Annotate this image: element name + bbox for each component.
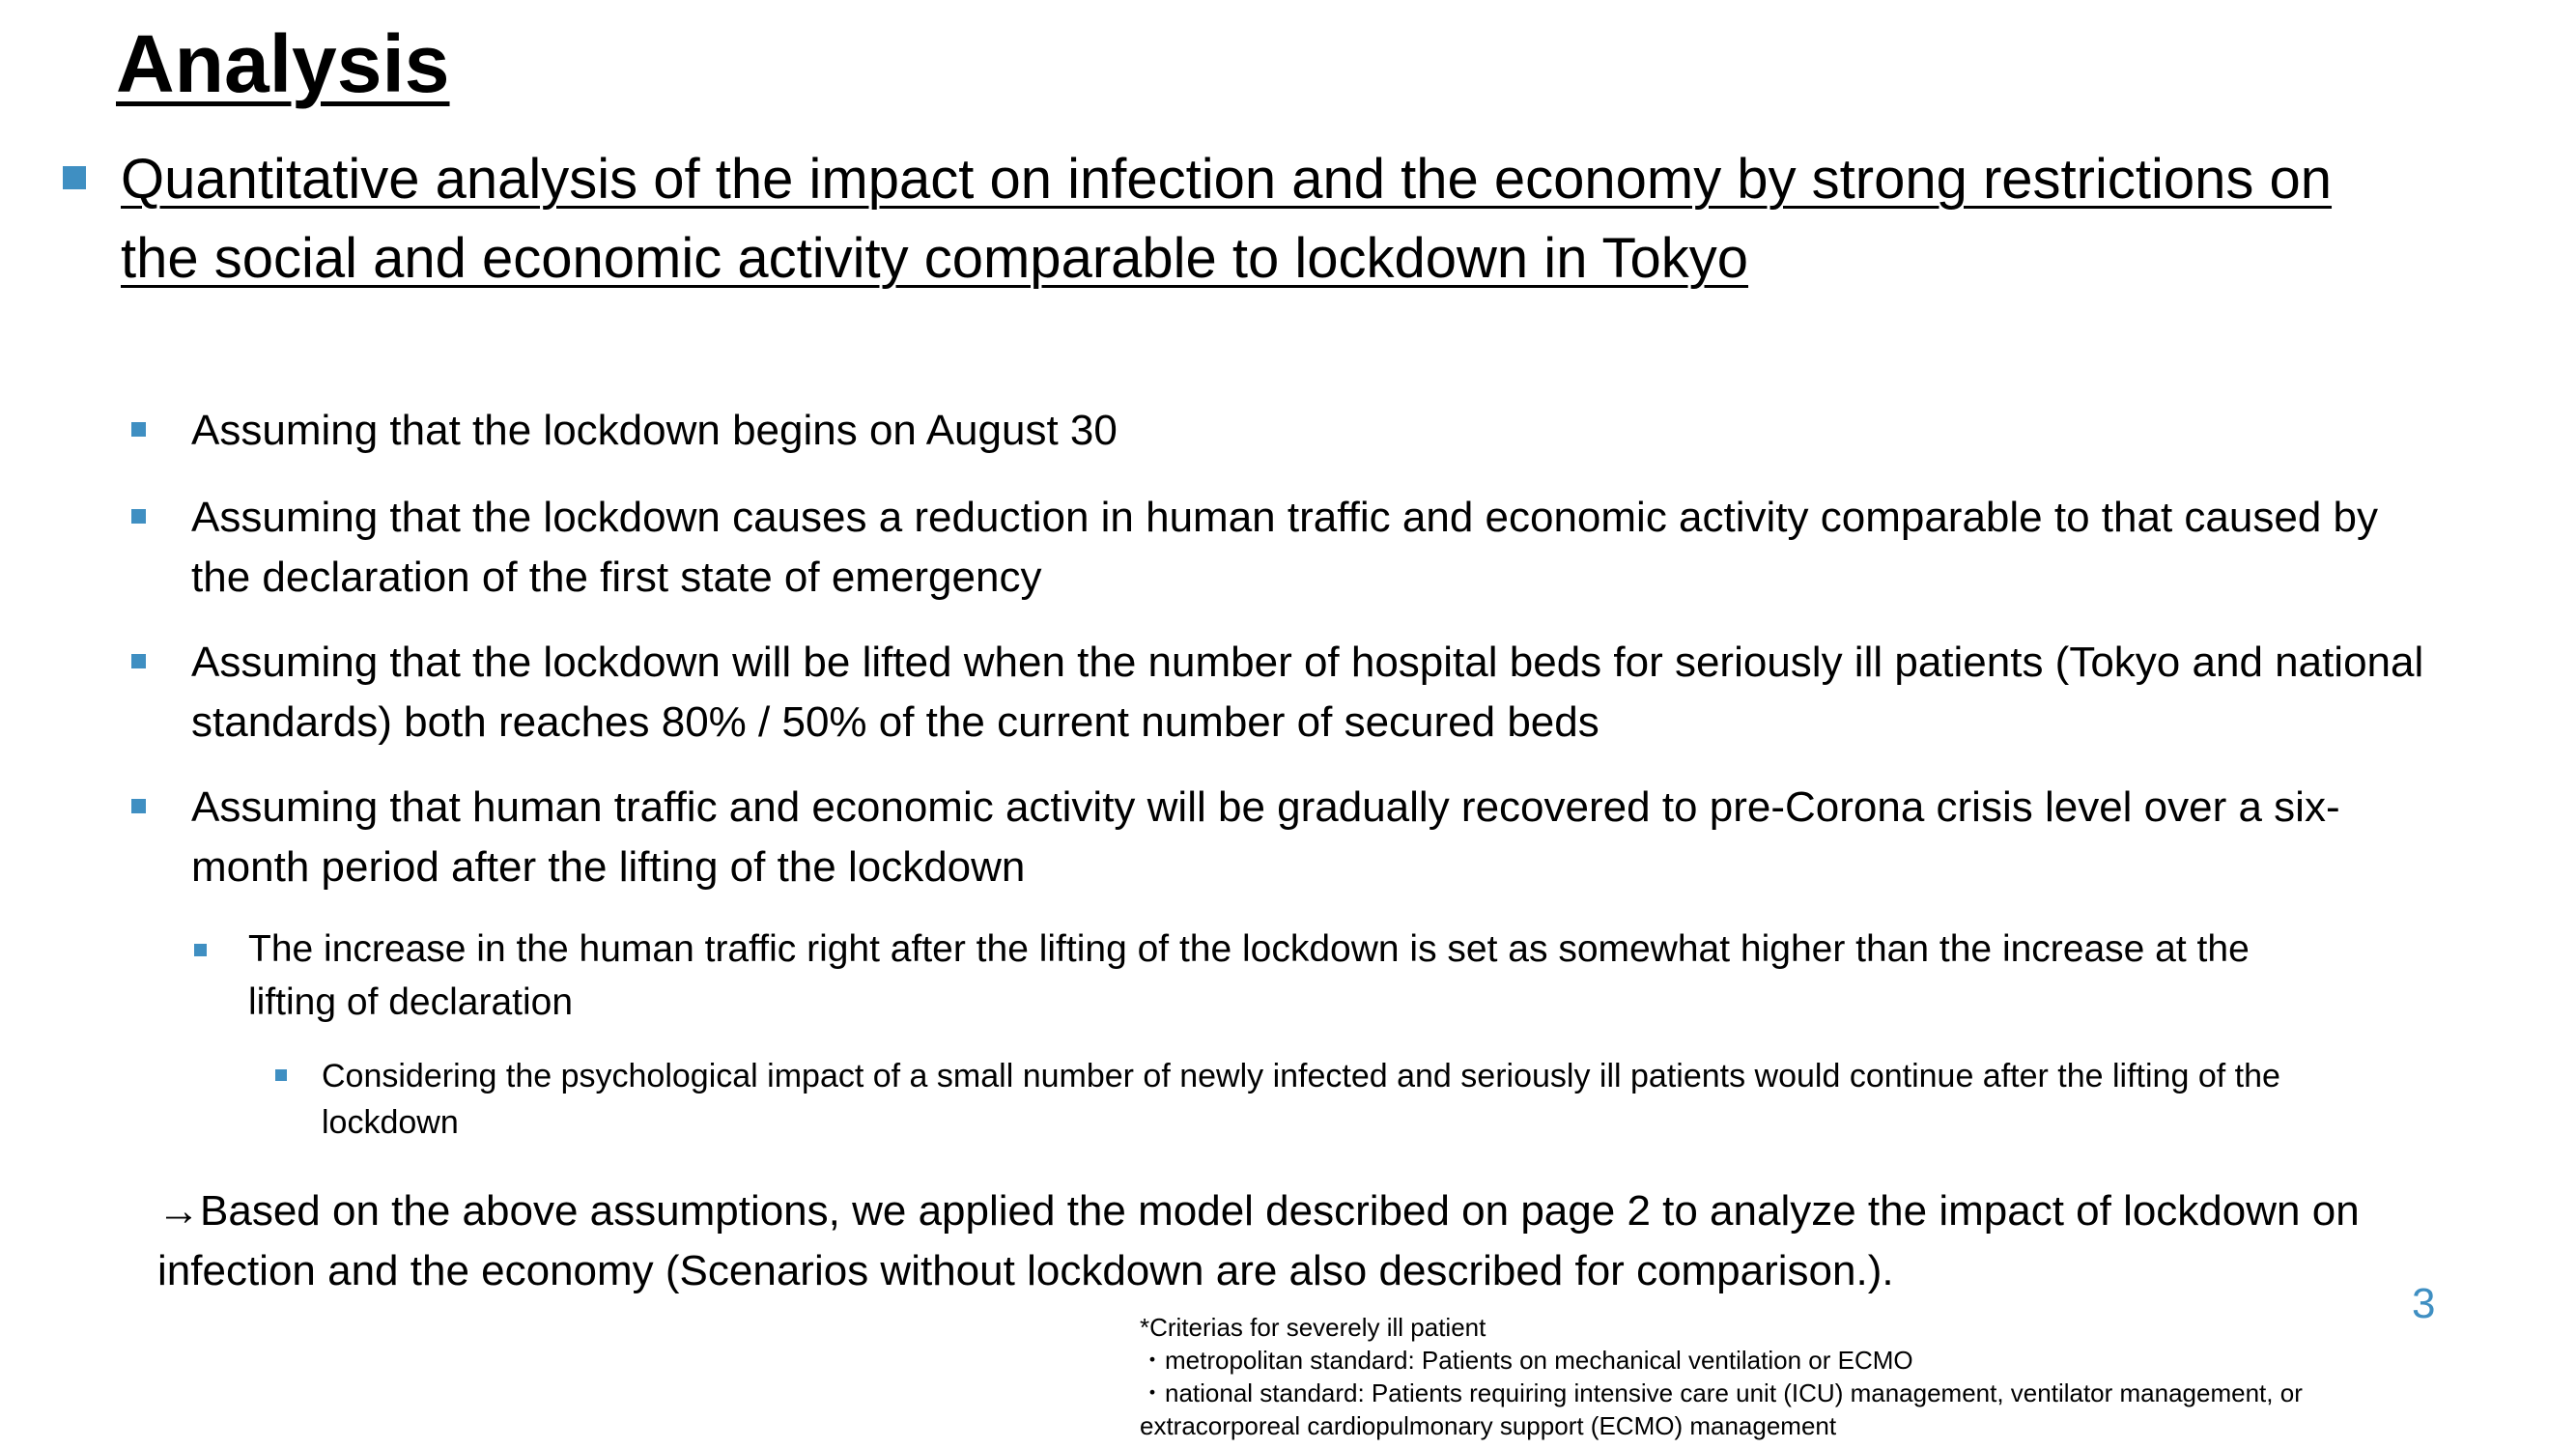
assumption-start-date: Assuming that the lockdown begins on August 30 (191, 407, 1118, 454)
footnote-heading: *Criterias for severely ill patient (1140, 1313, 1486, 1342)
footnote-national-standard: ・national standard: Patients requiring intensive care unit (ICU) management, ventilator management, or (1140, 1378, 2303, 1407)
page-title: Analysis (116, 18, 450, 109)
page-number: 3 (2412, 1280, 2436, 1327)
assumption-traffic-reduction: Assuming that the lockdown causes a reduction in human traffic and economic activity comparable to that caused by the declaration of the first state of emergency (191, 494, 2378, 601)
footnote (1140, 1311, 2463, 1442)
bullet-marker (194, 944, 207, 956)
sub-sub-point-psychological-impact: Considering the psychological impact of a small number of newly infected and seriously ill patients would continue after the lifting of the lockdown (322, 1058, 2280, 1141)
assumption-recovery: Assuming that human traffic and economic activity will be gradually recovered to pre-Corona crisis level over a six-month period after the lifting of the lockdown (191, 783, 2340, 891)
bullet-marker (275, 1069, 287, 1081)
main-point: Quantitative analysis of the impact on infection and the economy by strong restrictions on the social and economic activity comparable to lockdown in Tokyo (121, 148, 2333, 290)
bullet-marker (131, 422, 146, 437)
bullet-marker (63, 166, 86, 189)
conclusion-text: →Based on the above assumptions, we applied the model described on page 2 to analyze the impact of lockdown on infection and the economy (Scenarios without lockdown are also described for comparison.). (157, 1187, 2360, 1294)
bullet-marker (131, 509, 146, 524)
assumption-lifting-condition: Assuming that the lockdown will be lifted when the number of hospital beds for seriously ill patients (Tokyo and national standards) both reaches 80% / 50% of the current number of secured beds (191, 639, 2424, 746)
sub-point-traffic-increase: The increase in the human traffic right after the lifting of the lockdown is set as somewhat higher than the increase at the lifting of declaration (248, 928, 2250, 1023)
bullet-marker (131, 654, 146, 668)
bullet-marker (131, 799, 146, 813)
footnote-national-standard-cont: extracorporeal cardiopulmonary support (ECMO) management (1140, 1411, 1837, 1440)
footnote-metropolitan-standard: ・metropolitan standard: Patients on mechanical ventilation or ECMO (1140, 1346, 1913, 1375)
